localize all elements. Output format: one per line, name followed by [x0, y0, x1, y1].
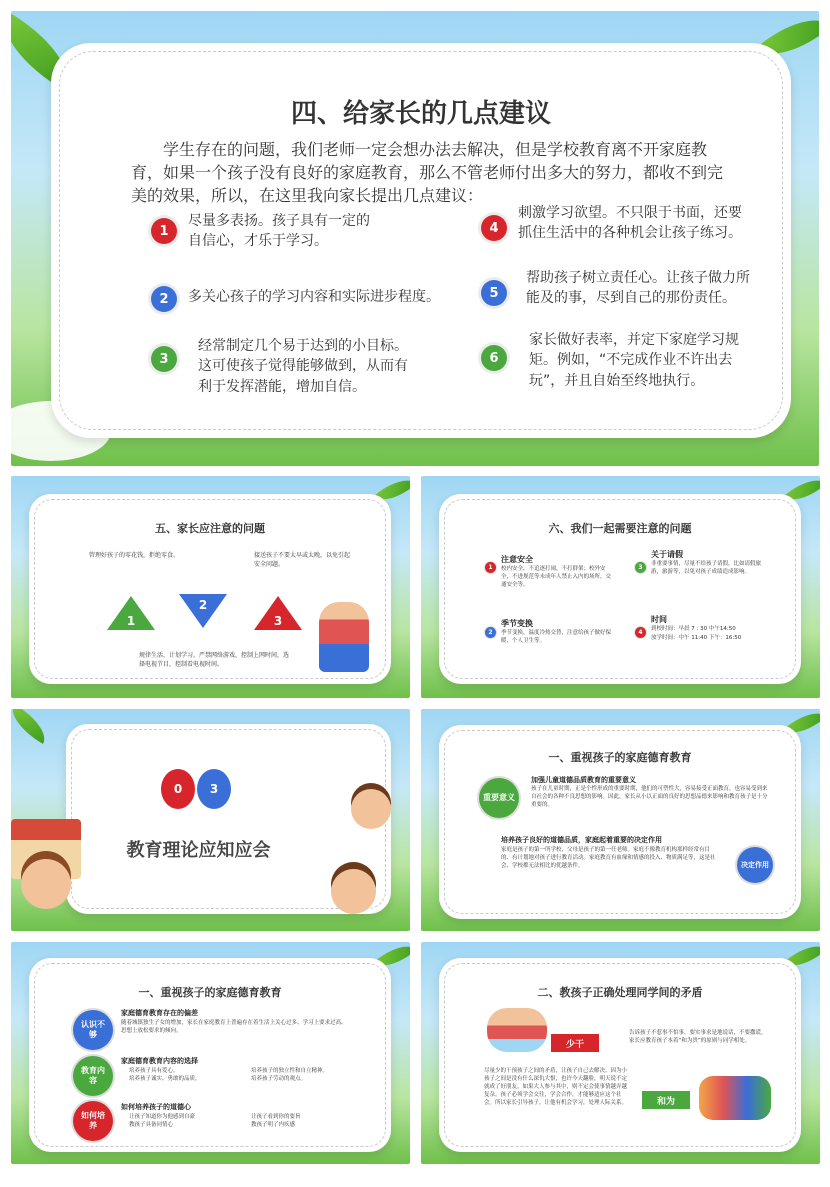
- item-heading: 时间: [651, 615, 667, 624]
- section-heading: 家庭德育教育内容的选择: [121, 1057, 198, 1065]
- note-text: 接送孩子不要太早或太晚，以免引起安全问题。: [254, 552, 351, 568]
- boy-illustration: [331, 869, 376, 914]
- slide-5[interactable]: [421, 709, 820, 931]
- slide-6[interactable]: [11, 942, 410, 1164]
- number-badge: 2: [151, 286, 177, 312]
- number-badge: 2: [485, 627, 496, 638]
- list-item: 培养孩子诚实、勇敢的品质。: [129, 1076, 201, 1082]
- triangle-label: 2: [198, 598, 208, 612]
- note-text: 管理好孩子的零花钱，拒绝零食。: [89, 552, 180, 559]
- number-badge: 5: [481, 280, 507, 306]
- triangle-label: 1: [126, 614, 136, 628]
- importance-badge: 重要意义: [479, 778, 519, 818]
- advice-text: 告诉孩子不惹事不怕事，要实事求是地说话，不要撒谎。家长应教育孩子本着“和为贵”的原则与同学相处。: [629, 1030, 767, 1044]
- slide-title: 一、重视孩子的家庭德育教育: [138, 986, 282, 999]
- children-reading-illustration: [487, 1008, 547, 1052]
- section-body: 家庭是孩子的第一所学校，父母是孩子的第一任老师。家庭不像教育机构那样经常有目的、有计划地对孩子进行教育活动。家庭教育有血缘和情感的投入、物质满足等，这是社会、学校都无法相比的优越条件。: [501, 847, 716, 869]
- section-heading: 培养孩子良好的道德品质，家庭起着重要的决定作用: [501, 836, 662, 844]
- content-card: [29, 958, 391, 1152]
- section-heading: 加强儿童道德品质教育的重要意义: [531, 776, 636, 784]
- list-item: 培养孩子劳动的观点。: [251, 1076, 307, 1082]
- number-badge: 6: [481, 345, 507, 371]
- number-badge: 4: [481, 215, 507, 241]
- section-heading: 如何培养孩子的道德心: [121, 1103, 191, 1111]
- slide-title: 六、我们一起需要注意的问题: [548, 522, 692, 535]
- slide-title: 一、重视孩子的家庭德育教育: [548, 751, 692, 764]
- family-illustration: [319, 602, 369, 672]
- suggestion-text: 家长做好表率，并定下家庭学习规矩。例如，“不完成作业不许出去玩”，并且自始至终地执行。: [529, 332, 739, 389]
- decisive-badge: 决定作用: [737, 847, 773, 883]
- list-item: 教孩子具备同情心: [129, 1122, 174, 1128]
- number-badge: 3: [635, 562, 646, 573]
- suggestion-text: 经常制定几个易于达到的小目标。这可使孩子觉得能够做到，从而有利于发挥潜能，增加自信。: [198, 338, 408, 395]
- item-body: 季节变换，温度冷热交替，注意给孩子做好保暖，个人卫生等。: [501, 630, 612, 644]
- list-item: 教孩子明了内疚感: [251, 1122, 296, 1128]
- item-body: 非重要事情，尽量不给孩子请假，比如请假旅游，旅游等，以免对孩子成绩造成影响。: [651, 561, 762, 575]
- banner-label: 和为: [642, 1091, 690, 1109]
- balloon-red: 0: [161, 769, 195, 809]
- item-body: 校内安全，不追逐打闹，不打群架；校外安全，不进规范等未成年人禁止入内的场所，交通安全等。: [501, 566, 612, 588]
- content-card: [29, 494, 391, 684]
- advice-text: 尽量少的干预孩子之间的矛盾，让孩子自己去解决。因为小孩子之间是没有什么深仇大恨，也许今天翻脸，明天说不定就成了好朋友。如果大人参与其中，则不定会使事情越弄越复杂。孩子必须学会交往，学会合作，才能够适应这个社会。所以家长引导孩子，让他有机会学习，处理人际关系。: [484, 1068, 628, 1106]
- suggestion-text: 尽量多表扬。孩子具有一定的自信心，才乐于学习。: [188, 213, 370, 250]
- method-badge: 如何培养: [73, 1101, 113, 1141]
- slide-title: 教育理论应知应会: [126, 840, 271, 861]
- note-text: 规律生活、计划学习。严禁网络游戏，控制上网时间，选择电视节目，控制看电视时间。: [139, 652, 290, 668]
- triangle-label: 3: [273, 614, 283, 628]
- list-item: 让孩子看到你的要旨: [251, 1114, 301, 1120]
- slide-2[interactable]: [11, 476, 410, 698]
- number-badge: 1: [485, 562, 496, 573]
- item-heading: 季节变换: [501, 619, 533, 628]
- content-card: [439, 494, 801, 684]
- boy-illustration: [351, 789, 391, 829]
- banner-label: 少干: [551, 1034, 599, 1052]
- number-badge: 4: [635, 627, 646, 638]
- item-heading: 关于请假: [651, 550, 683, 559]
- section-body: 孩子在儿童时期，正是个性形成的重要时期，他们的可塑性大，容易接受正面教育，也容易受到来自社会的各种不良思想的影响。因此，家长从小以正面的良好的思想品德来影响和教育孩子是十分重要的。: [531, 786, 768, 808]
- suggestion-text: 多关心孩子的学习内容和实际进步程度。: [188, 289, 440, 305]
- number-badge: 3: [151, 346, 177, 372]
- item-body: 到校时间：早晨 7 : 30 中午14:50: [651, 626, 736, 632]
- slide-title: 五、家长应注意的问题: [155, 522, 265, 535]
- boy-illustration: [21, 859, 71, 909]
- balloon-blue: 3: [197, 769, 231, 809]
- section-heading: 家庭德育教育存在的偏差: [121, 1009, 198, 1017]
- children-group-illustration: [699, 1076, 771, 1120]
- suggestion-text: 刺激学习欲望。不只限于书面，还要抓住生活中的各种机会让孩子练习。: [518, 205, 742, 242]
- slide-1[interactable]: [11, 11, 819, 466]
- content-card: [51, 43, 791, 438]
- slide-3[interactable]: [421, 476, 820, 698]
- list-item: 让孩子知道你为他感到自豪: [129, 1114, 196, 1120]
- intro-text: 学生存在的问题，我们老师一定会想办法去解决，但是学校教育离不开家庭教育，如果一个孩子没有良好的家庭教育，那么不管老师付出多大的努力，都收不到完美的效果，所以，在这里我向家长提出几点建议：: [131, 140, 724, 206]
- number-badge: 1: [151, 218, 177, 244]
- content-badge: 教育内容: [73, 1056, 113, 1096]
- leaf-decoration: [11, 709, 53, 744]
- awareness-badge: 认识不够: [73, 1010, 113, 1050]
- list-item: 培养孩子的独立性和自立精神。: [251, 1068, 329, 1074]
- section-body: 随着城镇独生子女的增加，家长在家庭教育上普遍存在着生活上关心过多、学习上要求过高、思想上放松要求的倾向。: [121, 1020, 347, 1034]
- slide-4[interactable]: [11, 709, 410, 931]
- slide-7[interactable]: [421, 942, 820, 1164]
- list-item: 培养孩子具有爱心。: [129, 1068, 179, 1074]
- content-card: [439, 725, 801, 919]
- item-body: 放学时间：中午 11:40 下午：16:50: [651, 635, 742, 641]
- content-card: [439, 958, 801, 1152]
- slide-title: 二、教孩子正确处理同学间的矛盾: [537, 986, 703, 999]
- item-heading: 注意安全: [501, 555, 533, 564]
- slide-title: 四、给家长的几点建议: [290, 99, 551, 129]
- suggestion-text: 帮助孩子树立责任心。让孩子做力所能及的事，尽到自己的那份责任。: [526, 270, 750, 307]
